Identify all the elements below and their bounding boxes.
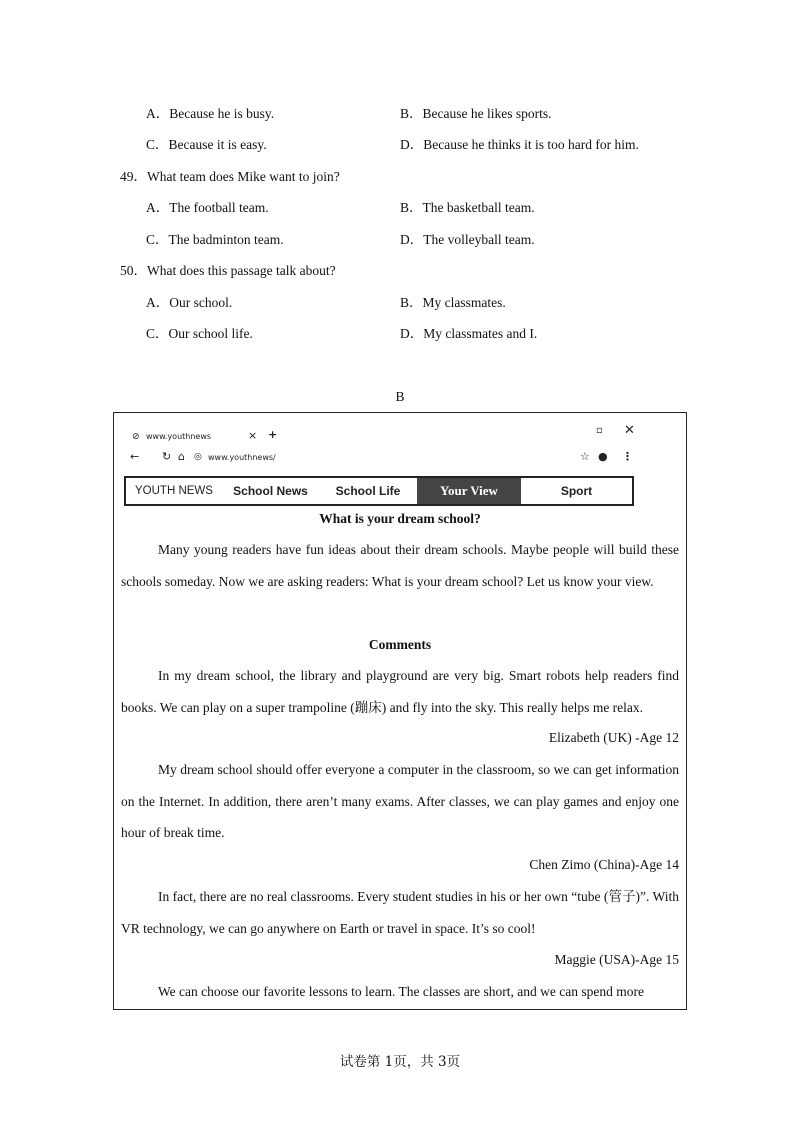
bookmark-star-icon[interactable]: ☆ xyxy=(580,450,590,463)
page-footer: 试卷第 1页，共 3页 xyxy=(339,1054,461,1070)
q49-option-b: B．The basketball team. xyxy=(400,200,535,215)
q50-option-a: A．Our school. xyxy=(146,295,233,310)
comment-1: In my dream school, the library and playground are very big. Smart robots help readers find books. We can play on a super trampoline (蹦床) and fly into the sky. This really helps me relax. xyxy=(121,668,679,715)
site-info-icon[interactable]: ◎ xyxy=(194,452,202,462)
q49-option-a: A．The football team. xyxy=(146,200,269,215)
q48-option-c: C．Because it is easy. xyxy=(146,137,267,152)
q48-option-d: D．Because he thinks it is too hard for him. xyxy=(400,137,639,152)
comment-1-author: Elizabeth (UK) -Age 12 xyxy=(548,730,679,745)
article-title: What is your dream school? xyxy=(319,511,481,526)
q49-option-c: C．The badminton team. xyxy=(146,232,284,247)
comment-3-author: Maggie (USA)-Age 15 xyxy=(554,952,679,967)
close-window-icon[interactable]: ✕ xyxy=(624,423,635,438)
nav-school-news[interactable]: School News xyxy=(233,484,308,498)
restore-window-icon[interactable]: ▫ xyxy=(596,425,603,436)
q49-stem: 49．What team does Mike want to join? xyxy=(120,169,340,184)
comment-4: We can choose our favorite lessons to learn. The classes are short, and we can spend more xyxy=(158,984,644,999)
q49-option-d: D．The volleyball team. xyxy=(400,232,535,247)
address-bar[interactable]: www.youthnews/ xyxy=(208,453,276,462)
nav-your-view[interactable]: Your View xyxy=(417,478,521,504)
q48-option-a: A．Because he is busy. xyxy=(146,106,275,121)
comment-3: In fact, there are no real classrooms. Every student studies in his or her own “tube (管子)”. With VR technology, we can go anywhere on Earth or travel in space. It’s so cool! xyxy=(121,889,679,936)
comment-2: My dream school should offer everyone a computer in the classroom, so we can get information on the Internet. In addition, there aren’t many exams. After classes, we can play games and enjoy one hour of break time. xyxy=(121,762,679,840)
site-nav xyxy=(124,476,634,506)
q50-stem: 50．What does this passage talk about? xyxy=(120,263,336,278)
tab-favicon-icon: ⊘ xyxy=(132,432,140,442)
home-icon[interactable]: ⌂ xyxy=(178,450,185,463)
close-tab-icon[interactable]: × xyxy=(248,429,258,442)
nav-school-life[interactable]: School Life xyxy=(335,484,401,498)
nav-youth-news[interactable]: YOUTH NEWS xyxy=(135,485,213,497)
menu-dots-icon[interactable]: ⋮ xyxy=(622,450,633,463)
new-tab-icon[interactable]: + xyxy=(268,428,278,441)
account-icon[interactable]: ● xyxy=(598,450,608,463)
back-arrow-icon[interactable]: ← xyxy=(130,450,140,463)
q50-option-c: C．Our school life. xyxy=(146,326,253,341)
q48-option-b: B．Because he likes sports. xyxy=(400,106,552,121)
q50-option-b: B．My classmates. xyxy=(400,295,506,310)
article-intro: Many young readers have fun ideas about their dream schools. Maybe people will build these schools someday. Now we are asking readers: What is your dream school? Let us know your view. xyxy=(121,542,679,589)
comments-heading: Comments xyxy=(368,637,432,652)
tab-title[interactable]: www.youthnews xyxy=(146,432,212,441)
nav-sport[interactable]: Sport xyxy=(560,484,593,498)
comment-2-author: Chen Zimo (China)-Age 14 xyxy=(529,857,679,872)
section-label: B xyxy=(395,389,405,404)
browser-window xyxy=(122,421,678,511)
q50-option-d: D．My classmates and I. xyxy=(400,326,538,341)
reload-icon[interactable]: ↻ xyxy=(162,450,172,463)
